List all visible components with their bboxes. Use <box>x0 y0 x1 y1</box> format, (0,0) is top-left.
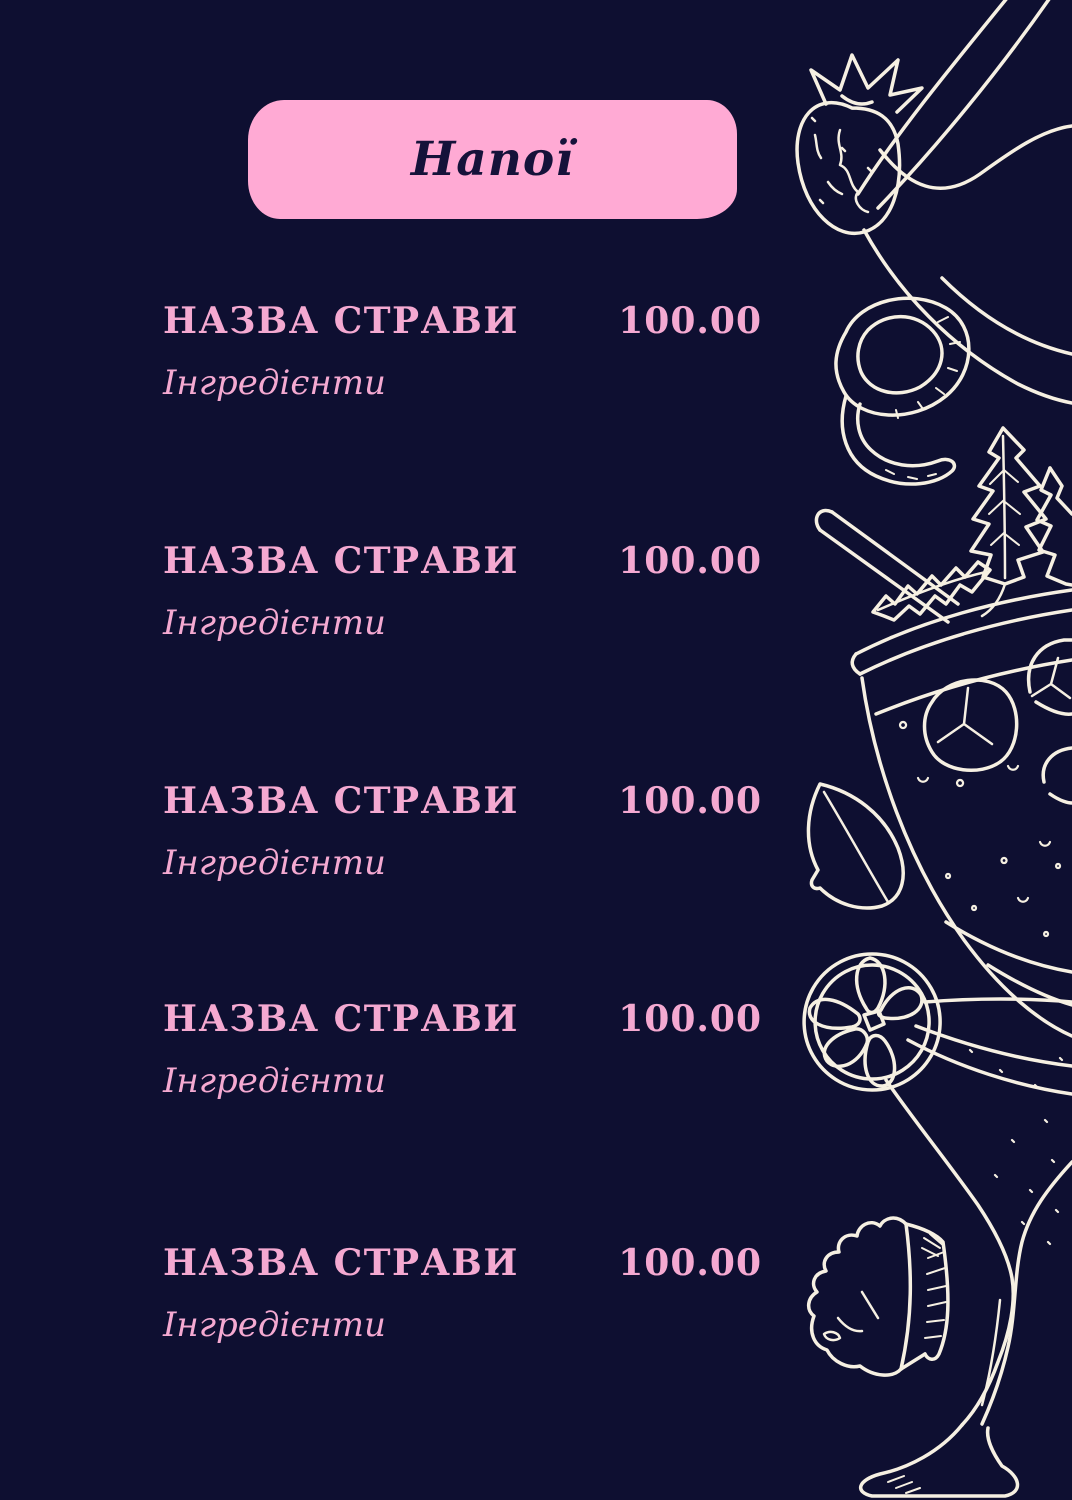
menu-item-row <box>163 780 762 823</box>
menu-item <box>163 780 762 884</box>
leaf-icon <box>808 784 903 908</box>
dish-name: НАЗВА СТРАВИ <box>163 540 519 582</box>
menu-item <box>163 540 762 644</box>
pie-slice-icon <box>809 1218 948 1375</box>
menu-item <box>163 998 762 1102</box>
dish-price: 100.00 <box>618 1242 762 1284</box>
coupe-glass-icon <box>858 0 1072 403</box>
dish-ingredients: Інгредієнти <box>163 1061 386 1102</box>
strawberry-icon <box>797 55 922 233</box>
citrus-peel-icon <box>836 298 969 484</box>
menu-item-row <box>163 540 762 583</box>
dish-price: 100.00 <box>618 540 762 582</box>
dish-price: 100.00 <box>618 300 762 342</box>
dish-price: 100.00 <box>618 998 762 1040</box>
dish-name: НАЗВА СТРАВИ <box>163 998 519 1040</box>
citrus-slice-icon <box>804 954 940 1090</box>
dish-name: НАЗВА СТРАВИ <box>163 1242 519 1284</box>
dish-ingredients: Інгредієнти <box>163 603 386 644</box>
menu-item-row <box>163 998 762 1041</box>
menu-item-row <box>163 1242 762 1285</box>
highball-glass-icon <box>852 590 1072 1036</box>
dish-name: НАЗВА СТРАВИ <box>163 300 519 342</box>
dish-ingredients: Інгредієнти <box>163 843 386 884</box>
dish-ingredients: Інгредієнти <box>163 363 386 404</box>
menu-list <box>163 0 762 1500</box>
menu-item <box>163 300 762 404</box>
menu-section-title: Напої <box>410 132 575 187</box>
dish-ingredients: Інгредієнти <box>163 1305 386 1346</box>
dish-name: НАЗВА СТРАВИ <box>163 780 519 822</box>
bubbles-icon <box>900 722 1060 936</box>
dish-price: 100.00 <box>618 780 762 822</box>
menu-item-row <box>163 300 762 343</box>
menu-item <box>163 1242 762 1346</box>
